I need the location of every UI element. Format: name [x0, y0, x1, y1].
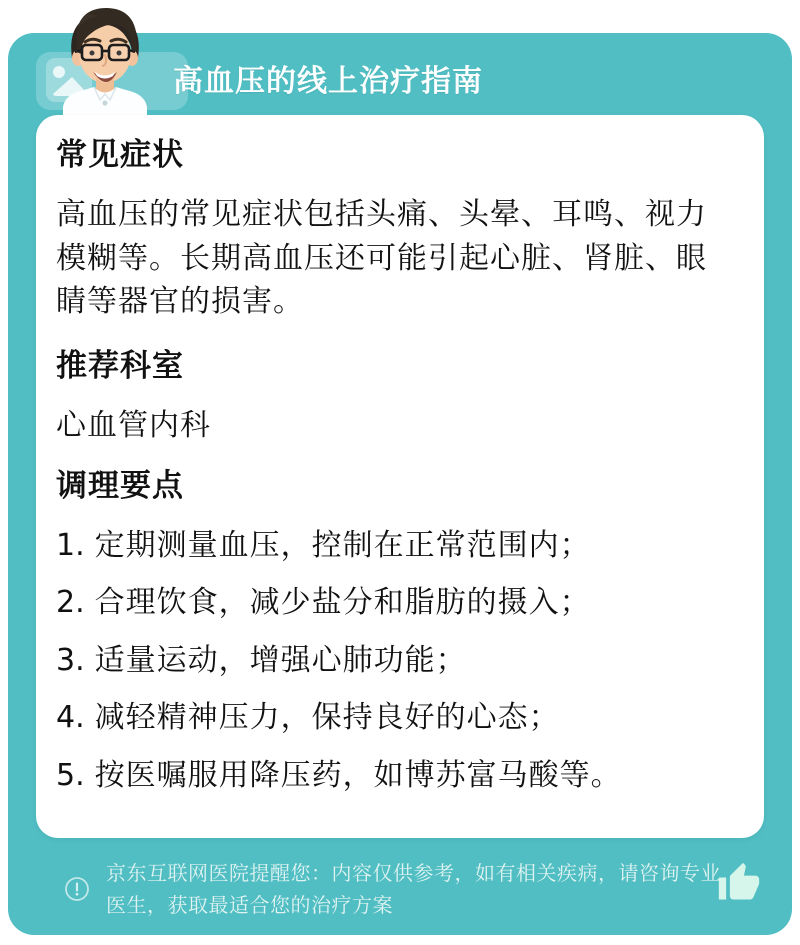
- info-circle-icon: [64, 876, 90, 902]
- list-item-text: 定期测量血压，控制在正常范围内；: [94, 527, 591, 563]
- tips-list: [56, 524, 716, 798]
- list-item: [56, 754, 716, 798]
- list-item-number: 2.: [56, 585, 85, 621]
- list-item: [56, 696, 716, 740]
- list-item: [56, 581, 716, 625]
- thumbs-up-icon: [717, 861, 761, 905]
- thumbs-up-button[interactable]: [716, 861, 762, 907]
- list-item-number: 3.: [56, 642, 85, 678]
- section-heading-symptoms: 常见症状: [56, 137, 184, 173]
- department-text: 心血管内科: [56, 408, 211, 444]
- disclaimer-text: 京东互联网医院提醒您：内容仅供参考，如有相关疾病，请咨询专业医生，获取最适合您的治疗方案: [106, 861, 721, 917]
- list-item-text: 适量运动，增强心肺功能；: [94, 642, 467, 678]
- page-title: 高血压的线上治疗指南: [173, 64, 483, 99]
- guide-panel: [8, 33, 792, 935]
- panel-footer: [64, 857, 764, 921]
- list-item-number: 4.: [56, 700, 85, 736]
- section-heading-tips: 调理要点: [56, 467, 184, 504]
- list-item-number: 1.: [56, 527, 85, 563]
- doctor-avatar: [50, 2, 160, 118]
- list-item-text: 减轻精神压力，保持良好的心态；: [94, 700, 560, 736]
- list-item: [56, 639, 716, 683]
- section-heading-department: 推荐科室: [56, 347, 184, 384]
- list-item-number: 5.: [56, 757, 85, 793]
- list-item: [56, 524, 716, 568]
- content-card: [36, 115, 764, 838]
- list-item-text: 按医嘱服用降压药，如博苏富马酸等。: [94, 757, 622, 793]
- list-item-text: 合理饮食，减少盐分和脂肪的摄入；: [94, 585, 591, 621]
- symptoms-text: 高血压的常见症状包括头痛、头晕、耳鸣、视力模糊等。长期高血压还可能引起心脏、肾脏、眼睛等器官的损害。: [56, 197, 707, 320]
